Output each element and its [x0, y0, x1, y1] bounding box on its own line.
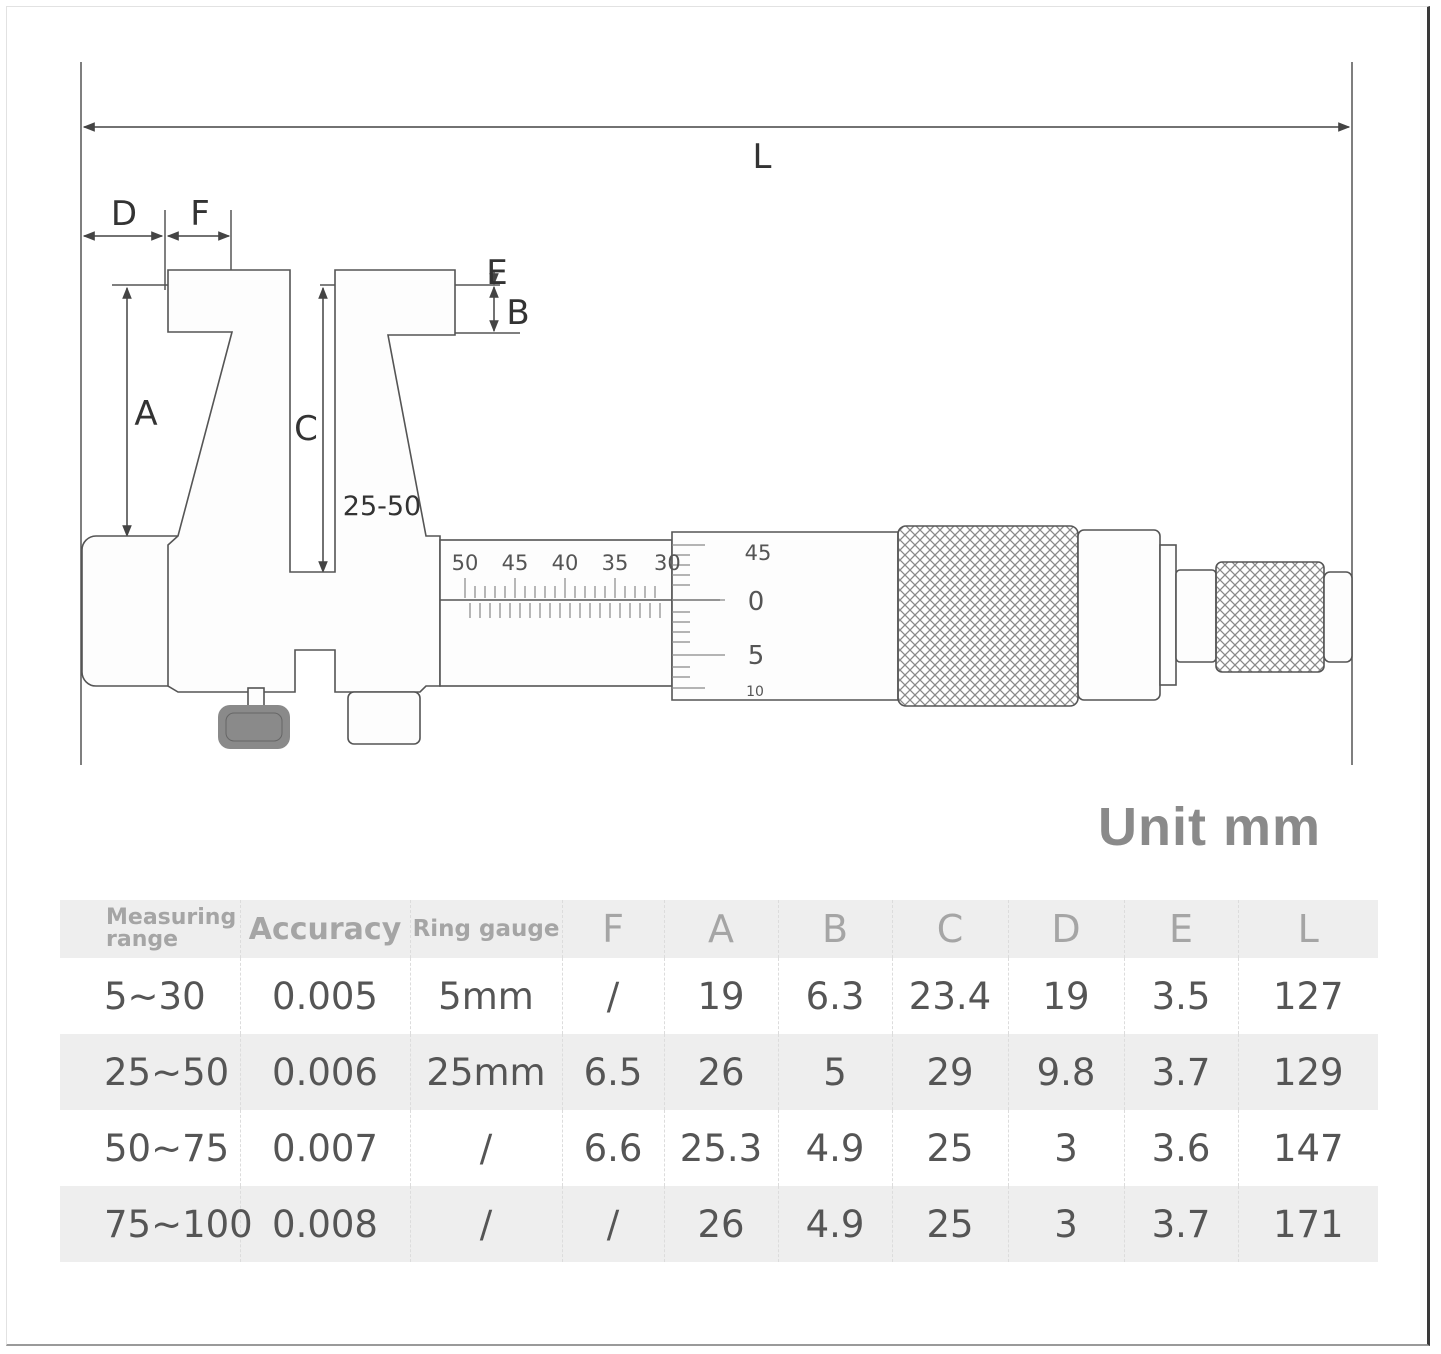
cell: 29 — [892, 1034, 1008, 1110]
cell: 147 — [1238, 1110, 1378, 1186]
cell: 26 — [664, 1034, 778, 1110]
cell: 6.5 — [562, 1034, 664, 1110]
thimble-label: 10 — [746, 684, 764, 700]
sleeve-label: 45 — [501, 551, 529, 575]
spec-table — [60, 900, 1378, 1262]
sleeve-label: 35 — [601, 551, 629, 575]
sleeve-label: 50 — [451, 551, 479, 575]
cell: 0.008 — [240, 1186, 410, 1262]
cell: 25.3 — [664, 1110, 778, 1186]
table-row — [60, 958, 1378, 1034]
cell: 25mm — [410, 1034, 562, 1110]
cell: 127 — [1238, 958, 1378, 1034]
cell: 171 — [1238, 1186, 1378, 1262]
cell: 0.006 — [240, 1034, 410, 1110]
cell: 3 — [1008, 1110, 1124, 1186]
cell: 25~50 — [104, 1050, 230, 1094]
sleeve-label: 30 — [654, 551, 681, 575]
header-measuring-range: Measuring range — [106, 905, 237, 952]
cell: 5mm — [410, 958, 562, 1034]
cell: 9.8 — [1008, 1034, 1124, 1110]
table-row — [60, 1186, 1378, 1262]
cell: / — [562, 958, 664, 1034]
cell: 129 — [1238, 1034, 1378, 1110]
header-c: C — [892, 900, 1008, 958]
label-F: F — [190, 194, 210, 234]
header-b: B — [778, 900, 892, 958]
label-B: B — [506, 293, 530, 333]
cell: 19 — [664, 958, 778, 1034]
table-row — [60, 1110, 1378, 1186]
header-e: E — [1124, 900, 1238, 958]
label-D: D — [110, 194, 138, 234]
cell: 3.6 — [1124, 1110, 1238, 1186]
header-accuracy: Accuracy — [240, 900, 410, 958]
cell: 50~75 — [104, 1126, 230, 1170]
thimble-label: 5 — [747, 641, 765, 671]
cell: 6.6 — [562, 1110, 664, 1186]
cell: 4.9 — [778, 1110, 892, 1186]
cell: 23.4 — [892, 958, 1008, 1034]
cell: / — [410, 1110, 562, 1186]
table-header-row — [60, 900, 1378, 958]
cell: / — [410, 1186, 562, 1262]
label-A: A — [134, 394, 158, 434]
cell: 3 — [1008, 1186, 1124, 1262]
cell: 4.9 — [778, 1186, 892, 1262]
cell: 0.005 — [240, 958, 410, 1034]
label-C: C — [294, 409, 318, 449]
sleeve-label: 40 — [551, 551, 579, 575]
cell: 0.007 — [240, 1110, 410, 1186]
thimble-label: 0 — [747, 587, 765, 617]
unit-label: Unit mm — [1098, 797, 1321, 857]
micrometer-body — [82, 270, 1352, 744]
thimble-label: 45 — [744, 541, 772, 565]
cell: 75~100 — [104, 1202, 253, 1246]
header-f: F — [562, 900, 664, 958]
header-a: A — [664, 900, 778, 958]
cell: 19 — [1008, 958, 1124, 1034]
range-label: 25-50 — [342, 491, 422, 522]
cell: 5 — [778, 1034, 892, 1110]
cell: 3.5 — [1124, 958, 1238, 1034]
cell: 6.3 — [778, 958, 892, 1034]
cell: 3.7 — [1124, 1186, 1238, 1262]
cell: 3.7 — [1124, 1034, 1238, 1110]
cell: 25 — [892, 1110, 1008, 1186]
cell: 5~30 — [104, 974, 206, 1018]
cell: / — [562, 1186, 664, 1262]
table-row — [60, 1034, 1378, 1110]
header-ring-gauge: Ring gauge — [410, 900, 562, 958]
label-L: L — [752, 137, 772, 177]
label-E: E — [486, 253, 508, 293]
cell: 26 — [664, 1186, 778, 1262]
header-d: D — [1008, 900, 1124, 958]
cell: 25 — [892, 1186, 1008, 1262]
header-l: L — [1238, 900, 1378, 958]
